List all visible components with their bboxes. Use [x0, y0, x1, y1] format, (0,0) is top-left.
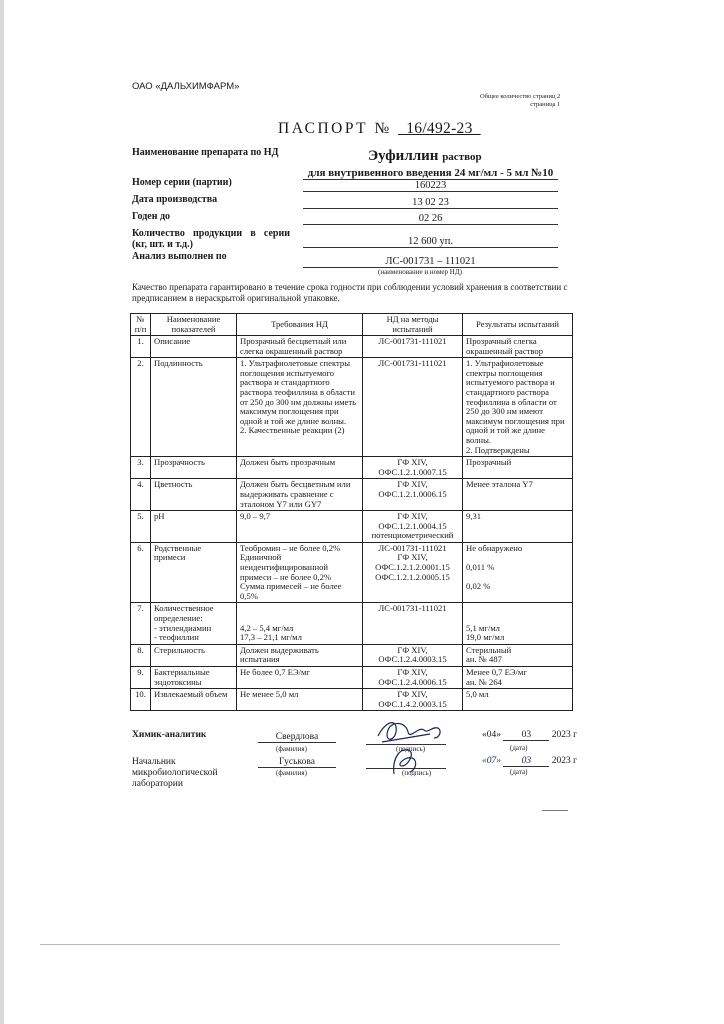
head-surname-caption: (фамилия): [276, 769, 307, 777]
table-row: [131, 603, 573, 644]
series-label: Номер серии (партии): [132, 177, 232, 188]
row-method: ЛС-001731-111021: [363, 603, 463, 644]
head-date-month: 03: [503, 756, 549, 767]
row-number: 7.: [131, 603, 151, 644]
table-row: [131, 358, 573, 457]
row-indicator: Бактериальные эндотоксины: [151, 667, 237, 689]
quantity-label: Количество продукции в серии (кг, шт. и т.д.): [132, 228, 290, 250]
chemist-date-month: 03: [503, 730, 549, 741]
chemist-date: [482, 730, 577, 741]
chemist-name: Свердлова: [258, 732, 336, 743]
row-method: ЛС-001731-111021: [363, 336, 463, 358]
test-results-table: [130, 313, 573, 711]
header-requirements: Требования НД: [237, 314, 363, 336]
row-method: ЛС-001731-111021 ГФ XIV, ОФС.1.2.1.2.0001.15 ОФС.1.2.1.2.0005.15: [363, 542, 463, 603]
row-indicator: Количественное определение: - этилендиамин - теофиллин: [151, 603, 237, 644]
page-current: страница 1: [530, 101, 561, 108]
row-number: 10.: [131, 689, 151, 711]
row-result: Стерильный ан. № 487: [463, 644, 573, 666]
drug-form: раствор: [442, 151, 482, 163]
row-method: ЛС-001731-111021: [363, 358, 463, 457]
head-date-year: 2023 г: [551, 756, 578, 766]
row-requirement: 9,0 – 9,7: [237, 511, 363, 543]
row-number: 5.: [131, 511, 151, 543]
passport-title: [278, 120, 481, 138]
row-result: Прозрачный слегка окрашенный раствор: [463, 336, 573, 358]
header-number: № п/п: [131, 314, 151, 336]
row-result: Прозрачный: [463, 457, 573, 479]
head-date: [482, 756, 577, 767]
row-number: 4.: [131, 479, 151, 511]
expiry-label: Годен до: [132, 211, 171, 222]
page-fold-line: [40, 944, 560, 945]
row-number: 2.: [131, 358, 151, 457]
row-result: 5,1 мг/мл 19,0 мг/мл: [463, 603, 573, 644]
series-value: 160223: [303, 180, 558, 192]
row-requirement: Не менее 5,0 мл: [237, 689, 363, 711]
head-name: Гуськова: [258, 757, 336, 768]
row-method: ГФ XIV, ОФС.1.2.4.0003.15: [363, 644, 463, 666]
row-requirement: Не более 0,7 ЕЭ/мг: [237, 667, 363, 689]
table-row: [131, 644, 573, 666]
head-date-caption: (дата): [510, 768, 528, 776]
passport-number: _16/492-23_: [398, 120, 481, 137]
drug-label: Наименование препарата по НД: [132, 147, 279, 158]
row-requirement: Прозрачный бесцветный или слегка окрашенный раствор: [237, 336, 363, 358]
row-indicator: Описание: [151, 336, 237, 358]
head-signature-caption: (подпись): [402, 769, 432, 777]
row-indicator: pH: [151, 511, 237, 543]
row-indicator: Подлинность: [151, 358, 237, 457]
prod-date-label: Дата производства: [132, 194, 218, 205]
expiry-value: 02 26: [303, 213, 558, 225]
table-row: [131, 511, 573, 543]
drug-name: [368, 148, 482, 165]
analysis-value: ЛС-001731 – 111021: [303, 256, 558, 268]
row-method: ГФ XIV, ОФС.1.2.1.0004.15 потенциометрический: [363, 511, 463, 543]
chemist-date-caption: (дата): [510, 744, 528, 752]
table-row: [131, 542, 573, 603]
row-indicator: Извлекаемый объем: [151, 689, 237, 711]
chemist-date-day: «04»: [482, 730, 501, 740]
row-indicator: Цветность: [151, 479, 237, 511]
title-prefix: ПАСПОРТ №: [278, 120, 392, 137]
table-row: [131, 479, 573, 511]
row-requirement: Должен быть бесцветным или выдерживать сравнение с эталоном Y7 или GY7: [237, 479, 363, 511]
table-body: [131, 336, 573, 711]
chemist-surname-caption: (фамилия): [276, 745, 307, 753]
row-result: 5,0 мл: [463, 689, 573, 711]
row-number: 1.: [131, 336, 151, 358]
head-date-day: «07»: [482, 756, 501, 766]
chemist-label: Химик-аналитик: [132, 730, 207, 740]
row-method: ГФ XIV, ОФС.1.2.1.0006.15: [363, 479, 463, 511]
header-indicator: Наименование показателей: [151, 314, 237, 336]
header-results: Результаты испытаний: [463, 314, 573, 336]
analysis-label: Анализ выполнен по: [132, 251, 227, 262]
table-row: [131, 667, 573, 689]
page-count: [480, 93, 560, 109]
row-result: 1. Ультрафиолетовые спектры поглощения испытуемого раствора и стандартного раствора теофиллина в области от 250 до 300 нм имеют максимум поглощения при одной и той же длине волны. 2. Подтверждены: [463, 358, 573, 457]
drug-usage: для внутривенного введения 24 мг/мл - 5 мл №10: [303, 167, 558, 180]
row-result: Менее эталона Y7: [463, 479, 573, 511]
chemist-date-year: 2023 г: [551, 730, 578, 740]
row-indicator: Стерильность: [151, 644, 237, 666]
header-methods: НД на методы испытаний: [363, 314, 463, 336]
quantity-value: 12 600 уп.: [303, 236, 558, 248]
table-header-row: [131, 314, 573, 336]
row-requirement: Должен быть прозрачным: [237, 457, 363, 479]
row-requirement: 4,2 – 5,4 мг/мл 17,3 – 21,1 мг/мл: [237, 603, 363, 644]
table-row: [131, 457, 573, 479]
prod-date-value: 13 02 23: [303, 197, 558, 209]
row-requirement: Теобромин – не более 0,2% Единичной неидентифицированной примеси – не более 0,2% Сумма примесей – не более 0,5%: [237, 542, 363, 603]
scan-edge: [0, 0, 4, 1024]
quality-note: Качество препарата гарантировано в течение срока годности при соблюдении условий хранения в соответствии с предписанием в нераскрытой оригинальной упаковке.: [132, 282, 568, 303]
scan-mark: [542, 810, 568, 811]
row-result: Не обнаружено 0,011 % 0,02 %: [463, 542, 573, 603]
row-indicator: Родственные примеси: [151, 542, 237, 603]
row-requirement: 1. Ультрафиолетовые спектры поглощения испытуемого раствора и стандартного раствора теофиллина в области от 250 до 300 нм должны иметь максимум поглощения при одной и той же длине волны. 2. Качественные реакции (2): [237, 358, 363, 457]
row-result: 9,31: [463, 511, 573, 543]
head-label: Начальник микробиологической лаборатории: [132, 757, 218, 789]
drug-name-text: Эуфиллин: [368, 148, 439, 164]
row-indicator: Прозрачность: [151, 457, 237, 479]
row-requirement: Должен выдерживать испытания: [237, 644, 363, 666]
row-method: ГФ XIV, ОФС.1.2.1.0007.15: [363, 457, 463, 479]
row-method: ГФ XIV, ОФС.1.4.2.0003.15: [363, 689, 463, 711]
row-number: 6.: [131, 542, 151, 603]
company-name: ОАО «ДАЛЬХИМФАРМ»: [132, 81, 240, 92]
pages-total: Общее количество страниц 2: [480, 93, 561, 100]
row-number: 8.: [131, 644, 151, 666]
row-number: 3.: [131, 457, 151, 479]
row-result: Менее 0,7 ЕЭ/мг ан. № 264: [463, 667, 573, 689]
chemist-signature-caption: (подпись): [396, 745, 426, 753]
table-row: [131, 336, 573, 358]
analysis-caption: (наименование и номер НД): [378, 268, 462, 276]
row-number: 9.: [131, 667, 151, 689]
table-row: [131, 689, 573, 711]
row-method: ГФ XIV, ОФС.1.2.4.0006.15: [363, 667, 463, 689]
